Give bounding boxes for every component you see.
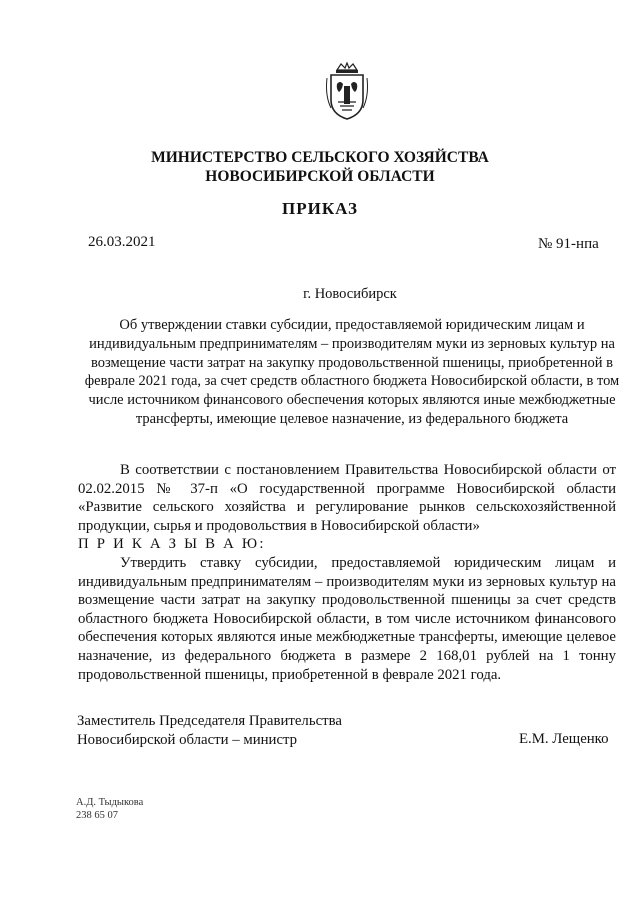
coat-of-arms-emblem — [323, 62, 371, 122]
document-title: ПРИКАЗ — [282, 199, 358, 218]
document-date: 26.03.2021 — [88, 234, 156, 250]
document-body — [78, 461, 616, 684]
document-number: № 91-нпа — [538, 236, 599, 252]
document-city: г. Новосибирск — [303, 286, 397, 302]
signatory-name: Е.М. Лещенко — [519, 731, 609, 747]
executor-phone: 238 65 07 — [76, 810, 118, 821]
command-word: П Р И К А З Ы В А Ю: — [78, 536, 266, 553]
position-line1: Заместитель Председателя Правительства — [77, 713, 342, 729]
ministry-name-line2: НОВОСИБИРСКОЙ ОБЛАСТИ — [205, 168, 435, 185]
position-line2: Новосибирской области – министр — [77, 732, 298, 748]
preamble-paragraph: В соответствии с постановлением Правительства Новосибирской области от 02.02.2015 № 37-п «О государственной программе Новосибирской области «Развитие сельского хозяйства и регулирование рынков сельскохозяйственной продукции, сырья и продовольствия в Новосибирской области» — [78, 462, 616, 534]
signatory-position — [77, 712, 342, 750]
executor-info — [76, 796, 143, 822]
executor-name: А.Д. Тыдыкова — [76, 797, 144, 808]
ministry-name-line1: МИНИСТЕРСТВО СЕЛЬСКОГО ХОЗЯЙСТВА — [151, 149, 489, 166]
directive-paragraph: Утвердить ставку субсидии, предоставляемой юридическим лицам и индивидуальным предпринимателям – производителям муки из зерновых культур на возмещение части затрат на закупку продовольственной пшеницы за счет средств областного бюджета Новосибирской области, в том числе источником финансового обеспечения которых являются иные межбюджетные трансферты, имеющие целевое назначение, из федерального бюджета в размере 2 168,01 рублей на 1 тонну продовольственной пшеницы, приобретенной в феврале 2021 года. — [78, 554, 616, 683]
document-subject: Об утверждении ставки субсидии, предоставляемой юридическим лицам и индивидуальным предпринимателям – производителям муки из зерновых культур на возмещение части затрат на закупку продовольственной пшеницы, приобретенной в феврале 2021 года, за счет средств областного бюджета Новосибирской области, в том числе источником финансового обеспечения которых являются иные межбюджетные трансферты, имеющие целевое назначение, из федерального бюджета — [84, 317, 620, 427]
